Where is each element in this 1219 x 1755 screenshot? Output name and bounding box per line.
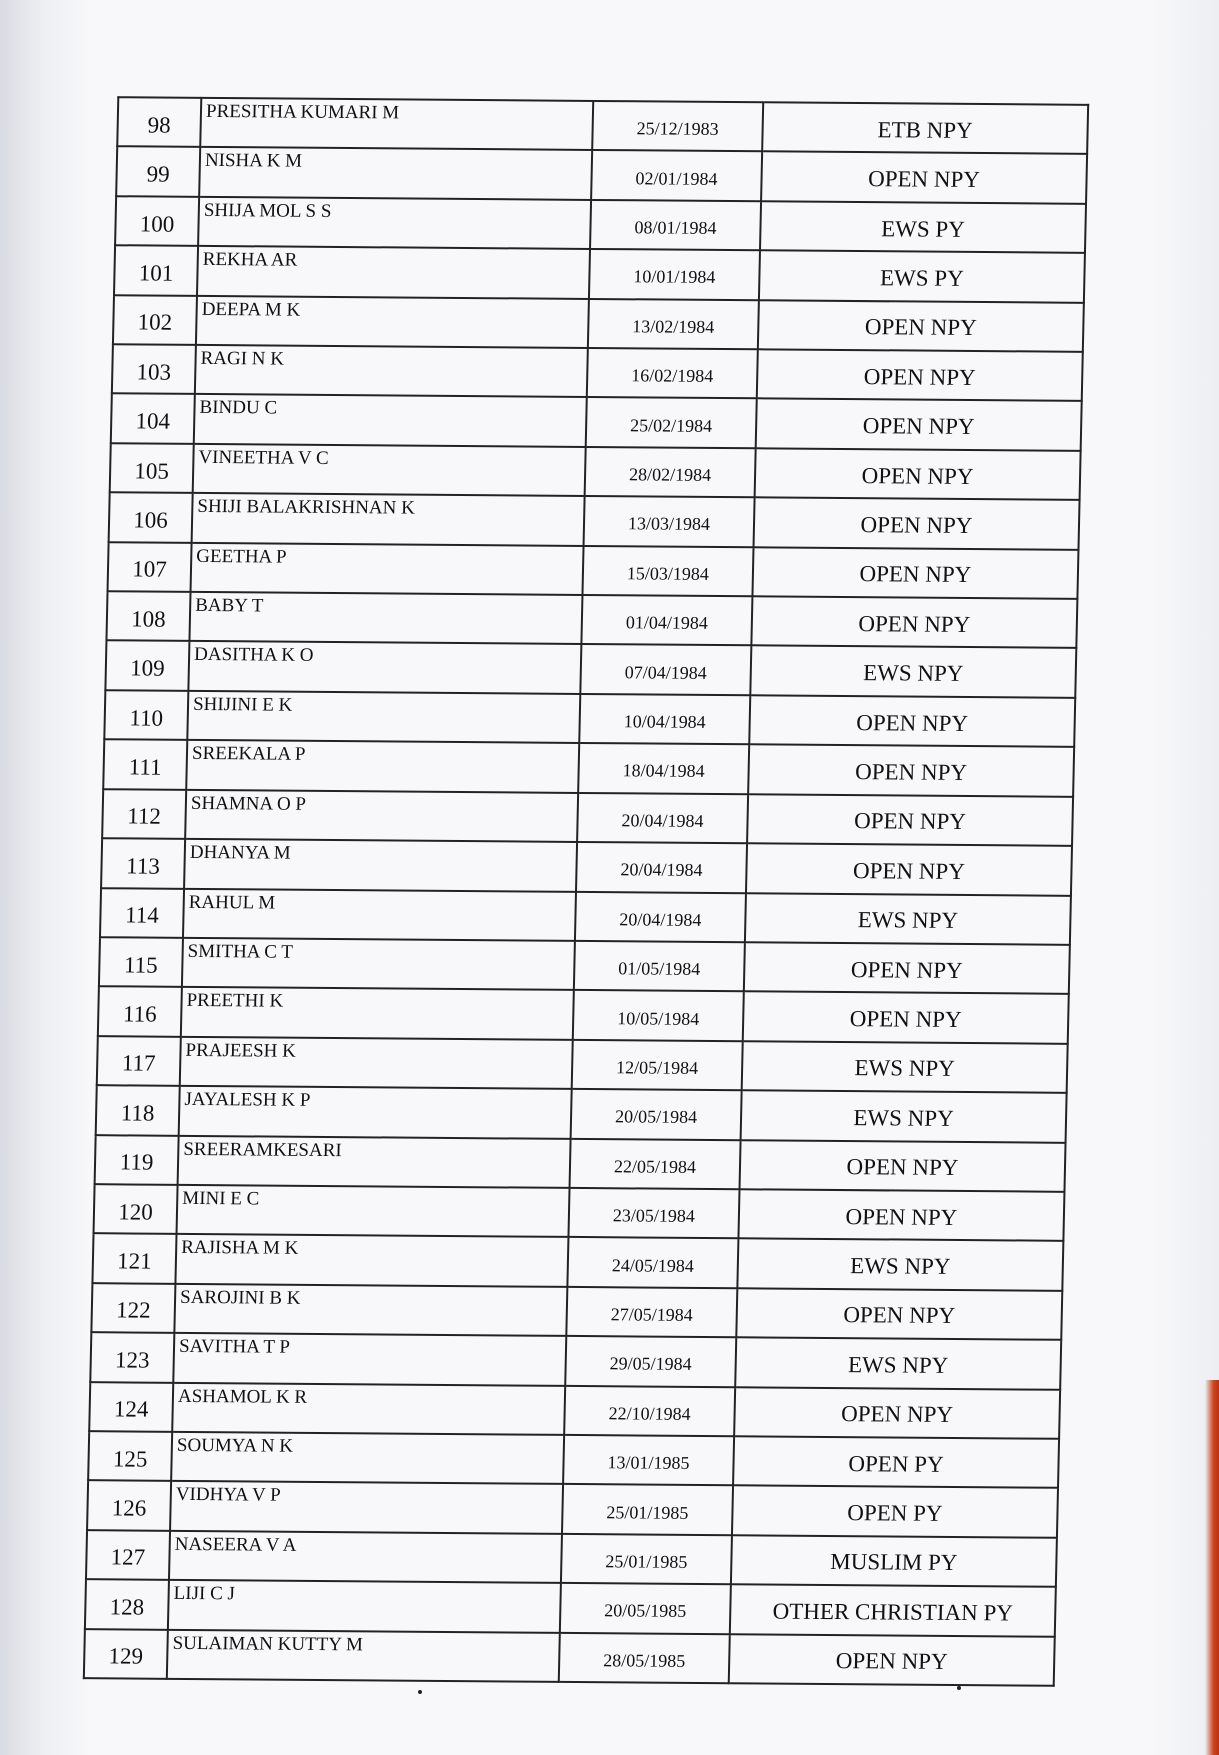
name-cell: SULAIMAN KUTTY M bbox=[167, 1629, 560, 1681]
table-row bbox=[90, 1332, 1061, 1389]
name-cell: LIJI C J bbox=[168, 1580, 561, 1632]
category-cell: OPEN PY bbox=[733, 1436, 1059, 1488]
sl-cell: 126 bbox=[87, 1481, 171, 1531]
sl-cell: 103 bbox=[112, 344, 196, 394]
category-cell: EWS PY bbox=[760, 201, 1086, 253]
category-cell: OPEN NPY bbox=[756, 399, 1082, 451]
table-row bbox=[89, 1382, 1060, 1439]
table-row bbox=[110, 443, 1081, 500]
sl-cell: 98 bbox=[117, 97, 201, 147]
dob-cell: 18/04/1984 bbox=[578, 743, 749, 794]
dob-cell: 12/05/1984 bbox=[572, 1040, 743, 1091]
category-cell: OPEN NPY bbox=[746, 843, 1072, 895]
ink-dot bbox=[418, 1690, 422, 1694]
dob-cell: 20/05/1985 bbox=[560, 1583, 731, 1634]
category-cell: OPEN NPY bbox=[734, 1387, 1060, 1439]
table-row bbox=[113, 295, 1084, 352]
sl-cell: 109 bbox=[105, 641, 189, 691]
dob-cell: 23/05/1984 bbox=[568, 1188, 739, 1239]
category-cell: EWS NPY bbox=[742, 1041, 1068, 1093]
category-cell: OPEN NPY bbox=[749, 695, 1075, 747]
sl-cell: 118 bbox=[96, 1085, 180, 1135]
dob-cell: 22/05/1984 bbox=[570, 1138, 741, 1189]
table-row bbox=[92, 1234, 1063, 1291]
name-cell: PRESITHA KUMARI M bbox=[200, 98, 593, 150]
sl-cell: 129 bbox=[84, 1629, 168, 1679]
category-cell: EWS NPY bbox=[741, 1090, 1067, 1142]
sl-cell: 102 bbox=[113, 295, 197, 345]
name-cell: VINEETHA V C bbox=[193, 444, 586, 496]
table-row bbox=[97, 1036, 1068, 1093]
dob-cell: 20/05/1984 bbox=[571, 1089, 742, 1140]
table-row bbox=[101, 838, 1072, 895]
dob-cell: 24/05/1984 bbox=[567, 1237, 738, 1288]
table-row bbox=[98, 987, 1069, 1044]
table-row bbox=[86, 1530, 1057, 1587]
sl-cell: 107 bbox=[108, 542, 192, 592]
name-cell: REKHA AR bbox=[197, 246, 590, 298]
sl-cell: 117 bbox=[97, 1036, 181, 1086]
dob-cell: 13/02/1984 bbox=[588, 299, 759, 350]
name-cell: SAROJINI B K bbox=[174, 1284, 567, 1336]
table-row bbox=[116, 147, 1087, 204]
sl-cell: 120 bbox=[94, 1184, 178, 1234]
name-cell: SOUMYA N K bbox=[171, 1432, 564, 1484]
dob-cell: 22/10/1984 bbox=[564, 1385, 735, 1436]
sl-cell: 110 bbox=[104, 690, 188, 740]
dob-cell: 28/02/1984 bbox=[585, 447, 756, 498]
rank-list-sheet bbox=[83, 96, 1087, 1687]
category-cell: OPEN NPY bbox=[729, 1634, 1055, 1686]
sl-cell: 127 bbox=[86, 1530, 170, 1580]
name-cell: SAVITHA T P bbox=[173, 1333, 566, 1385]
name-cell: DEEPA M K bbox=[196, 295, 589, 347]
sl-cell: 105 bbox=[110, 443, 194, 493]
category-cell: OPEN NPY bbox=[752, 547, 1078, 599]
table-row bbox=[84, 1629, 1055, 1686]
dob-cell: 10/05/1984 bbox=[573, 990, 744, 1041]
page-edge-shadow bbox=[1205, 1380, 1219, 1755]
name-cell: RAJISHA M K bbox=[175, 1234, 568, 1286]
category-cell: EWS NPY bbox=[735, 1337, 1061, 1389]
sl-cell: 112 bbox=[102, 789, 186, 839]
category-cell: OPEN NPY bbox=[757, 349, 1083, 401]
category-cell: OTHER CHRISTIAN PY bbox=[730, 1584, 1056, 1636]
dob-cell: 20/04/1984 bbox=[576, 842, 747, 893]
dob-cell: 29/05/1984 bbox=[565, 1336, 736, 1387]
category-cell: OPEN NPY bbox=[761, 152, 1087, 204]
category-cell: OPEN NPY bbox=[755, 448, 1081, 500]
category-cell: EWS NPY bbox=[737, 1239, 1063, 1291]
table-row bbox=[94, 1184, 1065, 1241]
dob-cell: 28/05/1985 bbox=[559, 1633, 730, 1684]
sl-cell: 124 bbox=[89, 1382, 173, 1432]
sl-cell: 122 bbox=[91, 1283, 175, 1333]
category-cell: OPEN NPY bbox=[736, 1288, 1062, 1340]
name-cell: DASITHA K O bbox=[188, 641, 581, 693]
sl-cell: 123 bbox=[90, 1332, 174, 1382]
dob-cell: 07/04/1984 bbox=[580, 644, 751, 695]
category-cell: OPEN NPY bbox=[744, 942, 1070, 994]
table-row bbox=[105, 641, 1076, 698]
name-cell: SREEKALA P bbox=[186, 740, 579, 792]
sl-cell: 101 bbox=[114, 245, 198, 295]
dob-cell: 13/01/1985 bbox=[563, 1435, 734, 1486]
table-row bbox=[103, 739, 1074, 796]
sl-cell: 119 bbox=[95, 1135, 179, 1185]
rank-list-table bbox=[83, 96, 1089, 1687]
name-cell: SMITHA C T bbox=[182, 938, 575, 990]
name-cell: RAHUL M bbox=[183, 888, 576, 940]
dob-cell: 25/12/1983 bbox=[592, 101, 763, 152]
dob-cell: 27/05/1984 bbox=[566, 1287, 737, 1338]
category-cell: MUSLIM PY bbox=[731, 1535, 1057, 1587]
name-cell: SHAMNA O P bbox=[185, 790, 578, 842]
sl-cell: 114 bbox=[100, 888, 184, 938]
table-row bbox=[102, 789, 1073, 846]
dob-cell: 13/03/1984 bbox=[584, 496, 755, 547]
name-cell: BABY T bbox=[189, 592, 582, 644]
sl-cell: 104 bbox=[111, 394, 195, 444]
table-row bbox=[111, 394, 1082, 451]
sl-cell: 100 bbox=[115, 196, 199, 246]
table-row bbox=[106, 591, 1077, 648]
dob-cell: 15/03/1984 bbox=[582, 546, 753, 597]
name-cell: SREERAMKESARI bbox=[178, 1135, 571, 1187]
sl-cell: 113 bbox=[101, 838, 185, 888]
ink-dot bbox=[957, 1686, 961, 1690]
dob-cell: 20/04/1984 bbox=[575, 891, 746, 942]
table-row bbox=[85, 1579, 1056, 1636]
table-row bbox=[108, 542, 1079, 599]
table-row bbox=[87, 1481, 1058, 1538]
sl-cell: 108 bbox=[106, 591, 190, 641]
sl-cell: 128 bbox=[85, 1579, 169, 1629]
category-cell: OPEN NPY bbox=[740, 1140, 1066, 1192]
dob-cell: 01/04/1984 bbox=[581, 595, 752, 646]
dob-cell: 02/01/1984 bbox=[591, 150, 762, 201]
category-cell: OPEN NPY bbox=[738, 1189, 1064, 1241]
table-row bbox=[115, 196, 1086, 253]
dob-cell: 08/01/1984 bbox=[590, 200, 761, 251]
sl-cell: 99 bbox=[116, 147, 200, 197]
name-cell: SHIJA MOL S S bbox=[198, 197, 591, 249]
name-cell: GEETHA P bbox=[191, 543, 584, 595]
sl-cell: 111 bbox=[103, 739, 187, 789]
table-row bbox=[95, 1135, 1066, 1192]
table-row bbox=[104, 690, 1075, 747]
category-cell: EWS NPY bbox=[745, 893, 1071, 945]
name-cell: NISHA K M bbox=[199, 147, 592, 199]
category-cell: OPEN NPY bbox=[747, 794, 1073, 846]
table-row bbox=[96, 1085, 1067, 1142]
name-cell: RAGI N K bbox=[195, 345, 588, 397]
sl-cell: 125 bbox=[88, 1431, 172, 1481]
sl-cell: 116 bbox=[98, 987, 182, 1037]
name-cell: MINI E C bbox=[177, 1185, 570, 1237]
name-cell: NASEERA V A bbox=[169, 1531, 562, 1583]
sl-cell: 121 bbox=[92, 1234, 176, 1284]
name-cell: PRAJEESH K bbox=[180, 1037, 573, 1089]
table-row bbox=[99, 937, 1070, 994]
rank-list-body bbox=[84, 97, 1088, 1686]
table-row bbox=[112, 344, 1083, 401]
category-cell: EWS PY bbox=[759, 251, 1085, 303]
category-cell: OPEN NPY bbox=[751, 596, 1077, 648]
sl-cell: 106 bbox=[109, 492, 193, 542]
dob-cell: 25/01/1985 bbox=[561, 1534, 732, 1585]
table-row bbox=[109, 492, 1080, 549]
category-cell: OPEN NPY bbox=[748, 745, 1074, 797]
name-cell: ASHAMOL K R bbox=[172, 1382, 565, 1434]
category-cell: ETB NPY bbox=[762, 102, 1088, 154]
table-row bbox=[117, 97, 1088, 154]
category-cell: OPEN PY bbox=[732, 1486, 1058, 1538]
dob-cell: 20/04/1984 bbox=[577, 793, 748, 844]
sl-cell: 115 bbox=[99, 937, 183, 987]
dob-cell: 25/01/1985 bbox=[562, 1484, 733, 1535]
name-cell: PREETHI K bbox=[181, 987, 574, 1039]
name-cell: SHIJI BALAKRISHNAN K bbox=[192, 493, 585, 545]
category-cell: OPEN NPY bbox=[754, 498, 1080, 550]
category-cell: OPEN NPY bbox=[743, 992, 1069, 1044]
dob-cell: 25/02/1984 bbox=[586, 397, 757, 448]
name-cell: JAYALESH K P bbox=[179, 1086, 572, 1138]
name-cell: VIDHYA V P bbox=[170, 1481, 563, 1533]
dob-cell: 01/05/1984 bbox=[574, 941, 745, 992]
dob-cell: 16/02/1984 bbox=[587, 348, 758, 399]
category-cell: OPEN NPY bbox=[758, 300, 1084, 352]
table-row bbox=[100, 888, 1071, 945]
dob-cell: 10/01/1984 bbox=[589, 249, 760, 300]
table-row bbox=[91, 1283, 1062, 1340]
table-row bbox=[88, 1431, 1059, 1488]
category-cell: EWS NPY bbox=[750, 646, 1076, 698]
name-cell: SHIJINI E K bbox=[187, 691, 580, 743]
dob-cell: 10/04/1984 bbox=[579, 694, 750, 745]
name-cell: DHANYA M bbox=[184, 839, 577, 891]
name-cell: BINDU C bbox=[194, 394, 587, 446]
table-row bbox=[114, 245, 1085, 302]
